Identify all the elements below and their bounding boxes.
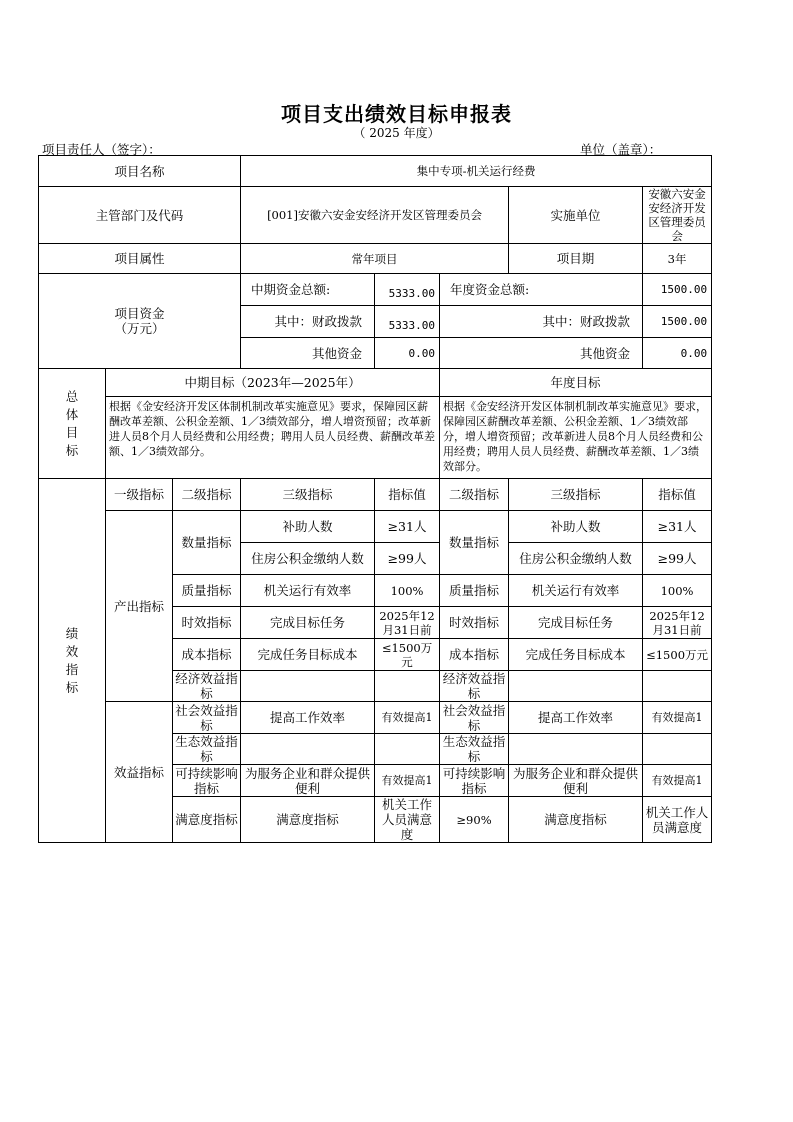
annual-total-value: 1500.00 [643,274,712,306]
mid-total-label: 中期资金总额: [241,274,375,306]
quality-l2: 质量指标 [173,575,241,607]
effect-indicator-label: 效益指标 [106,702,173,843]
mid-goal-text: 根据《金安经济开发区体制机制改革实施意见》要求，保障园区薪酬改革差额、公积金差额、1／3绩效部分，增人增资预留；改革新进人员8个月人员经费和公用经费；聘用人员人员经费、薪酬改革差额、1／3绩效部分。 [106,397,440,479]
economic-val [375,671,440,702]
quantity-l2-annual: 数量指标 [440,511,509,575]
mid-other-value: 0.00 [375,338,440,369]
perf-indicator-label: 绩效指标 [39,479,106,843]
ecological-val [375,734,440,765]
quantity-l2: 数量指标 [173,511,241,575]
overall-goal-label: 总体目标 [39,369,106,479]
satisfaction-val: ≥90% [440,797,509,843]
quantity-a-val-annual: ≥31人 [643,511,712,543]
period-label: 项目期 [509,244,643,274]
dept-value: [001]安徽六安金安经济开发区管理委员会 [241,187,509,244]
cost-val-annual: ≤1500万元 [643,639,712,671]
annual-fiscal-label: 其中：财政拨款 [440,306,643,338]
quantity-b-val-annual: ≥99人 [643,543,712,575]
page-title: 项目支出绩效目标申报表 [281,102,512,126]
quantity-a-l3: 补助人数 [241,511,375,543]
attr-label: 项目属性 [39,244,241,274]
funds-label: 项目资金 （万元） [39,274,241,369]
cost-l3-annual: 完成任务目标成本 [509,639,643,671]
year-label: （ 2025 年度） [353,126,440,140]
period-value: 3年 [643,244,712,274]
economic-l2: 经济效益指标 [173,671,241,702]
economic-l3-annual [509,671,643,702]
quality-l3: 机关运行有效率 [241,575,375,607]
ecological-l3-annual [509,734,643,765]
annual-fiscal-value: 1500.00 [643,306,712,338]
quantity-a-l3-annual: 补助人数 [509,511,643,543]
economic-val-annual [643,671,712,702]
satisfaction-l2-annual: 满意度指标 [509,797,643,843]
annual-other-label: 其他资金 [440,338,643,369]
satisfaction-l2: 满意度指标 [241,797,375,843]
performance-table [38,155,712,843]
satisfaction-l3-annual: 机关工作人员满意度 [643,797,712,843]
satisfaction-l1: 满意度指标 [173,797,241,843]
l3-header-annual: 三级指标 [509,479,643,511]
mid-other-label: 其他资金 [241,338,375,369]
annual-goal-text: 根据《金安经济开发区体制机制改革实施意见》要求，保障园区薪酬改革差额、公积金差额、1／3绩效部分，增人增资预留；改革新进人员8个月人员经费和公用经费；聘用人员人员经费、薪酬改革差额、1／3绩效部分。 [440,397,712,479]
output-indicator-label: 产出指标 [106,511,173,702]
annual-other-value: 0.00 [643,338,712,369]
dept-label: 主管部门及代码 [39,187,241,244]
social-l2-annual: 社会效益指标 [440,702,509,734]
timeliness-val: 2025年12月31日前 [375,607,440,639]
economic-l2-annual: 经济效益指标 [440,671,509,702]
quality-l2-annual: 质量指标 [440,575,509,607]
timeliness-l2: 时效指标 [173,607,241,639]
unit-seal-label: 单位（盖章）： [580,142,662,157]
quantity-b-l3: 住房公积金缴纳人数 [241,543,375,575]
cost-val: ≤1500万元 [375,639,440,671]
impl-unit-label: 实施单位 [509,187,643,244]
quantity-a-val: ≥31人 [375,511,440,543]
l2-header: 二级指标 [173,479,241,511]
mid-total-value: 5333.00 [375,274,440,306]
l2-header-annual: 二级指标 [440,479,509,511]
quantity-b-l3-annual: 住房公积金缴纳人数 [509,543,643,575]
sustainable-l2: 可持续影响指标 [173,765,241,797]
ecological-val-annual [643,734,712,765]
ecological-l2: 生态效益指标 [173,734,241,765]
cost-l2: 成本指标 [173,639,241,671]
social-l3-annual: 提高工作效率 [509,702,643,734]
timeliness-val-annual: 2025年12月31日前 [643,607,712,639]
sustainable-val: 有效提高1 [375,765,440,797]
sustainable-l3-annual: 为服务企业和群众提供便利 [509,765,643,797]
project-name-label: 项目名称 [39,156,241,187]
attr-value: 常年项目 [241,244,509,274]
mid-goal-header: 中期目标（2023年—2025年） [106,369,440,397]
quality-val-annual: 100% [643,575,712,607]
value-header: 指标值 [375,479,440,511]
timeliness-l3-annual: 完成目标任务 [509,607,643,639]
quality-l3-annual: 机关运行有效率 [509,575,643,607]
mid-fiscal-value: 5333.00 [375,306,440,338]
timeliness-l2-annual: 时效指标 [440,607,509,639]
quality-val: 100% [375,575,440,607]
impl-unit-value: 安徽六安金安经济开发区管理委员会 [643,187,712,244]
cost-l3: 完成任务目标成本 [241,639,375,671]
satisfaction-l3: 机关工作人员满意度 [375,797,440,843]
ecological-l3 [241,734,375,765]
cost-l2-annual: 成本指标 [440,639,509,671]
quantity-b-val: ≥99人 [375,543,440,575]
annual-goal-header: 年度目标 [440,369,712,397]
social-val-annual: 有效提高1 [643,702,712,734]
timeliness-l3: 完成目标任务 [241,607,375,639]
social-l3: 提高工作效率 [241,702,375,734]
project-name-value: 集中专项-机关运行经费 [241,156,712,187]
l3-header: 三级指标 [241,479,375,511]
ecological-l2-annual: 生态效益指标 [440,734,509,765]
annual-total-label: 年度资金总额: [440,274,643,306]
sustainable-l3: 为服务企业和群众提供便利 [241,765,375,797]
social-l2: 社会效益指标 [173,702,241,734]
l1-header: 一级指标 [106,479,173,511]
mid-fiscal-label: 其中：财政拨款 [241,306,375,338]
responsible-signature-label: 项目责任人（签字）： [42,142,161,157]
social-val: 有效提高1 [375,702,440,734]
economic-l3 [241,671,375,702]
value-header-annual: 指标值 [643,479,712,511]
sustainable-l2-annual: 可持续影响指标 [440,765,509,797]
sustainable-val-annual: 有效提高1 [643,765,712,797]
